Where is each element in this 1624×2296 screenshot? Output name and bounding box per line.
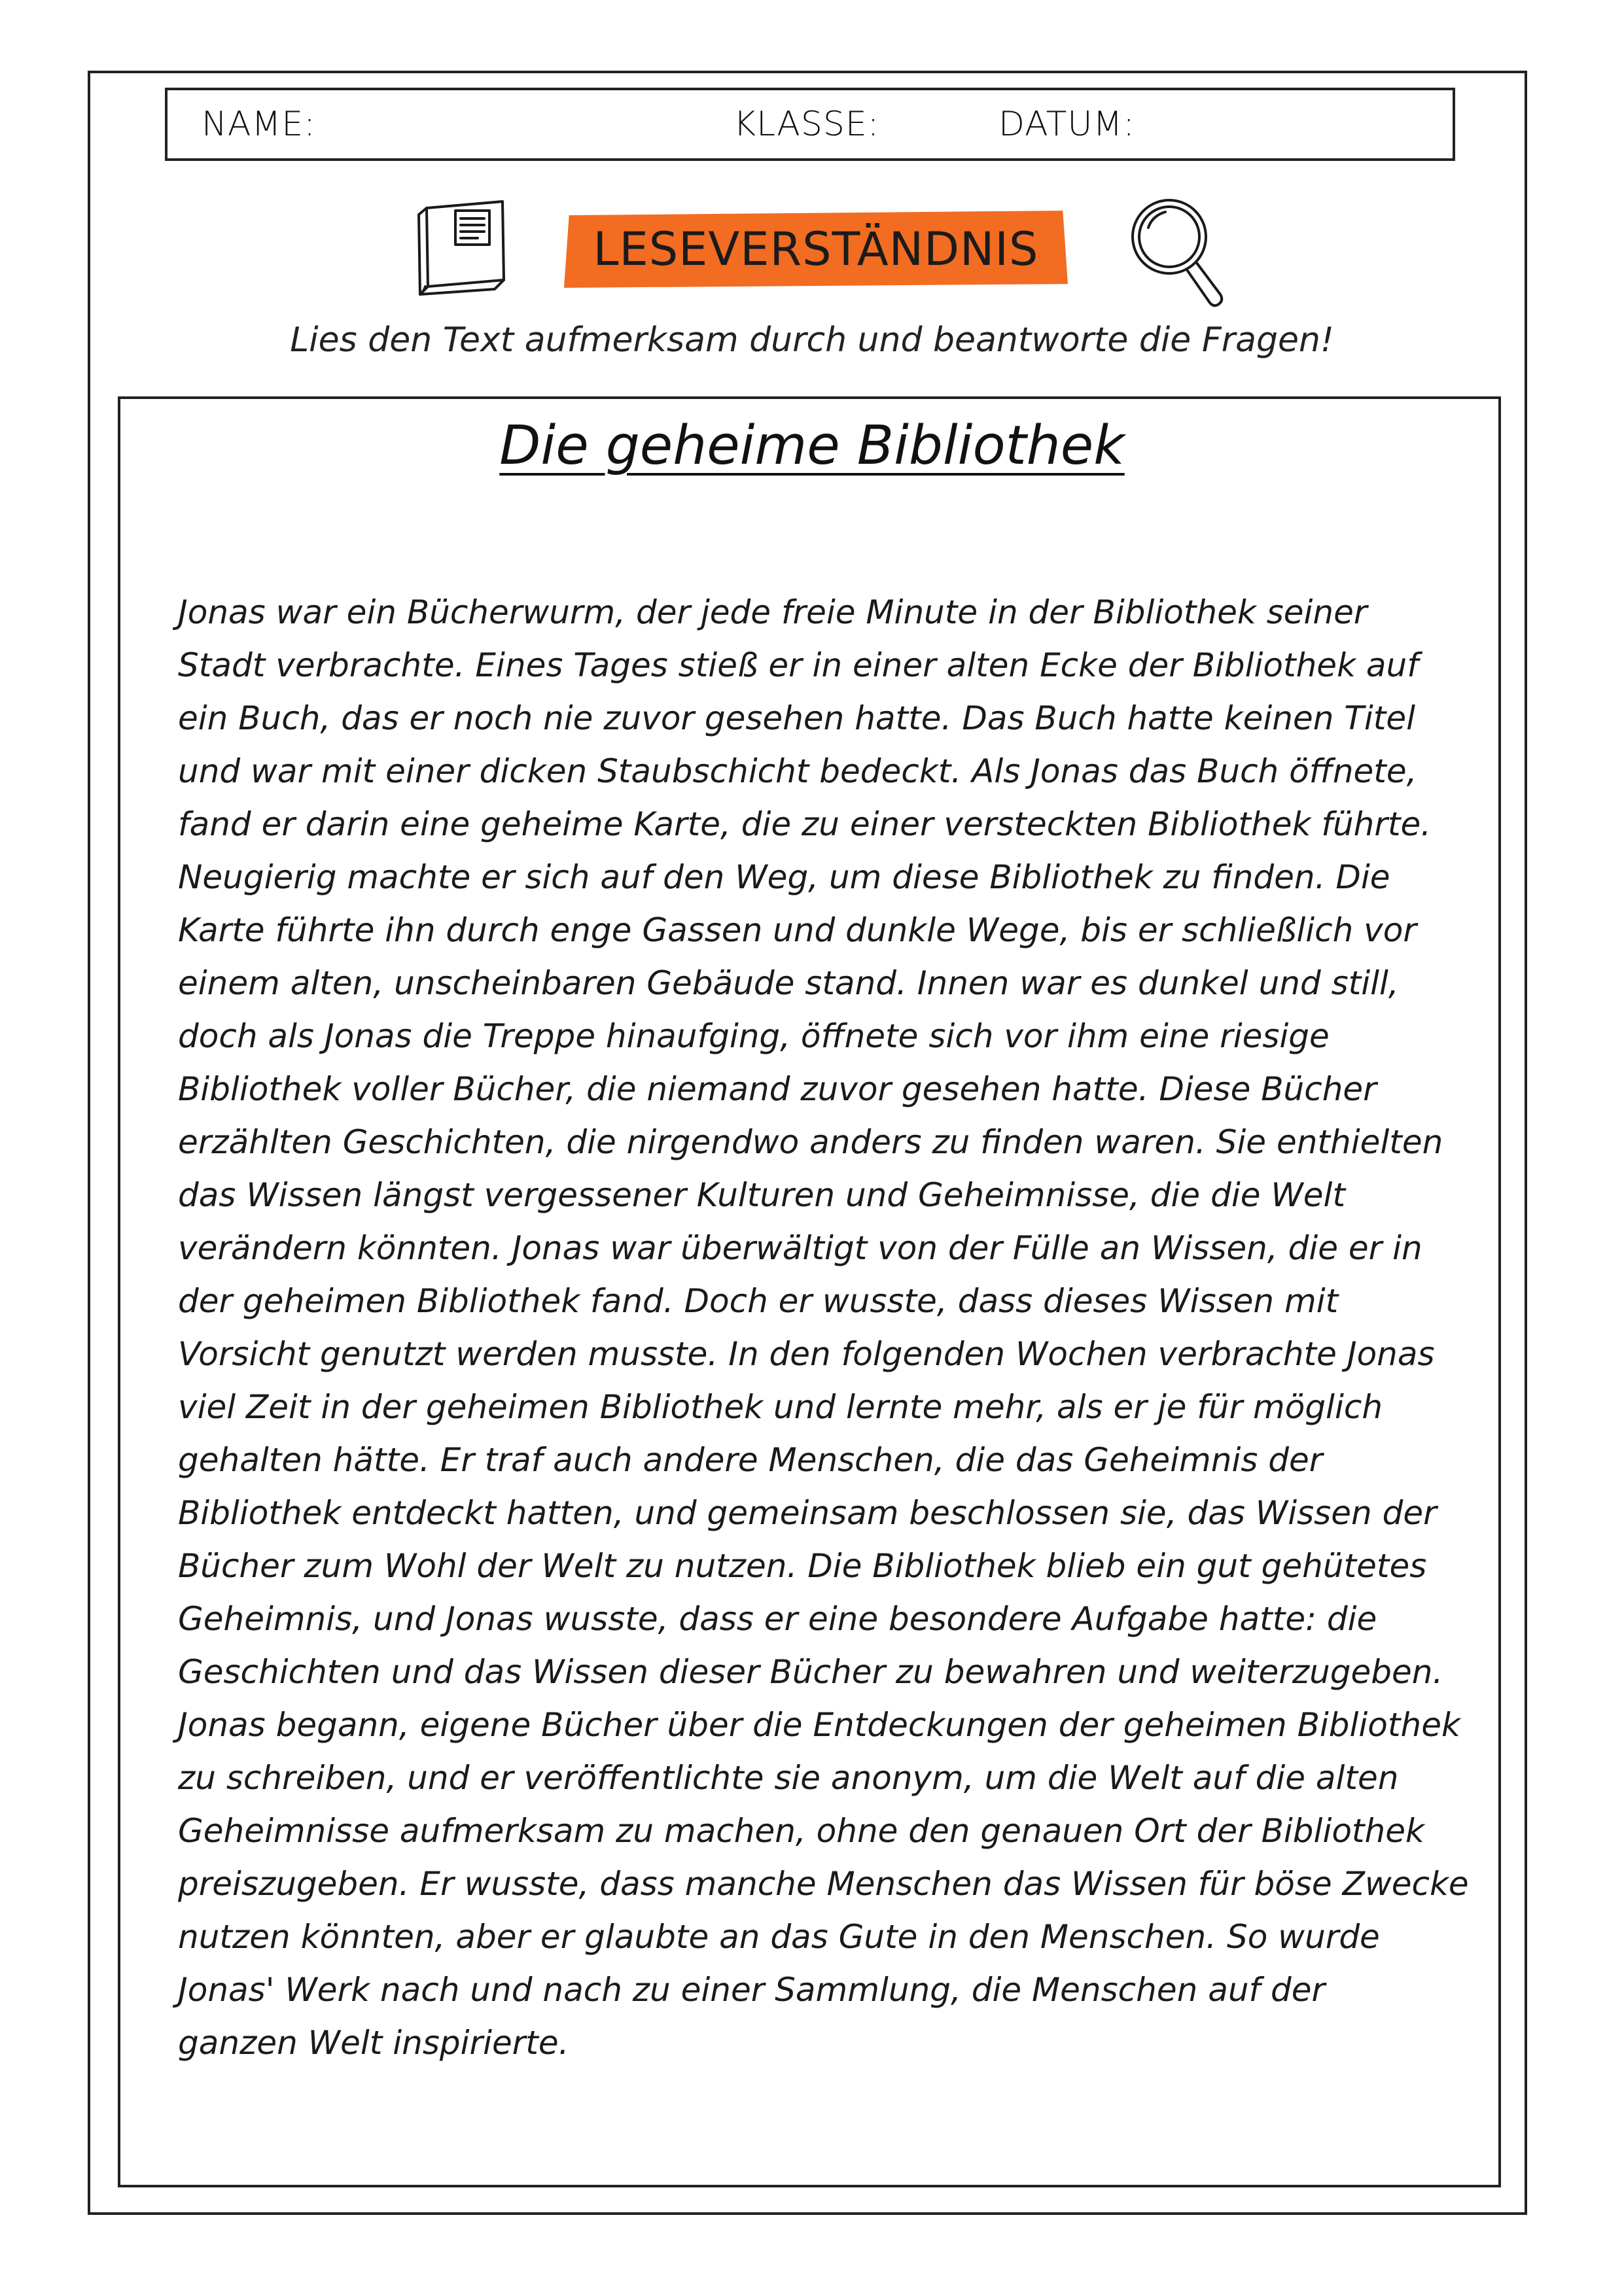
story-line: und war mit einer dicken Staubschicht bedeckt. Als Jonas das Buch öffnete, xyxy=(178,752,1417,790)
story-line: der geheimen Bibliothek fand. Doch er wusste, dass dieses Wissen mit xyxy=(178,1282,1339,1320)
story-line: Bücher zum Wohl der Welt zu nutzen. Die Bibliothek blieb ein gut gehütetes xyxy=(178,1547,1427,1585)
book-icon xyxy=(412,196,517,301)
story-line: Bibliothek entdeckt hatten, und gemeinsam beschlossen sie, das Wissen der xyxy=(178,1494,1437,1532)
story-body xyxy=(178,586,1469,2070)
story-line: preiszugeben. Er wusste, dass manche Menschen das Wissen für böse Zwecke xyxy=(178,1865,1469,1903)
story-line: Vorsicht genutzt werden musste. In den folgenden Wochen verbrachte Jonas xyxy=(178,1335,1435,1373)
name-label: NAME: xyxy=(202,105,316,144)
story-line: das Wissen längst vergessener Kulturen und Geheimnisse, die die Welt xyxy=(178,1176,1346,1214)
story-line: ein Buch, das er noch nie zuvor gesehen hatte. Das Buch hatte keinen Titel xyxy=(178,699,1415,737)
datum-label: DATUM: xyxy=(998,105,1135,144)
story-line: Jonas' Werk nach und nach zu einer Sammlung, die Menschen auf der xyxy=(178,1971,1326,2009)
story-title xyxy=(0,415,1624,477)
story-line: Stadt verbrachte. Eines Tages stieß er in einer alten Ecke der Bibliothek auf xyxy=(178,646,1419,684)
story-line: Geschichten und das Wissen dieser Bücher zu bewahren und weiterzugeben. xyxy=(178,1653,1443,1691)
story-line: fand er darin eine geheime Karte, die zu einer versteckten Bibliothek führte. xyxy=(178,805,1432,843)
magnifier-icon xyxy=(1122,190,1233,314)
story-line: verändern könnten. Jonas war überwältigt von der Fülle an Wissen, die er in xyxy=(178,1229,1422,1267)
student-info-box xyxy=(165,88,1455,161)
story-line: erzählten Geschichten, die nirgendwo anders zu finden waren. Sie enthielten xyxy=(178,1123,1443,1161)
story-line: gehalten hätte. Er traf auch andere Menschen, die das Geheimnis der xyxy=(178,1441,1323,1479)
story-line: ganzen Welt inspirierte. xyxy=(178,2024,569,2062)
story-line: nutzen könnten, aber er glaubte an das Gute in den Menschen. So wurde xyxy=(178,1918,1380,1956)
story-line: viel Zeit in der geheimen Bibliothek und lernte mehr, als er je für möglich xyxy=(178,1388,1383,1426)
story-title-text: Die geheime Bibliothek xyxy=(499,415,1125,477)
instruction-text: Lies den Text aufmerksam durch und beantworte die Fragen! xyxy=(290,321,1334,360)
klasse-label: KLASSE: xyxy=(733,105,880,144)
story-line: Neugierig machte er sich auf den Weg, um diese Bibliothek zu finden. Die xyxy=(178,858,1390,896)
story-line: Karte führte ihn durch enge Gassen und dunkle Wege, bis er schließlich vor xyxy=(178,911,1417,949)
banner-title: LESEVERSTÄNDNIS xyxy=(593,222,1039,276)
story-line: Geheimnis, und Jonas wusste, dass er eine besondere Aufgabe hatte: die xyxy=(178,1600,1377,1638)
story-line: einem alten, unscheinbaren Gebäude stand. Innen war es dunkel und still, xyxy=(178,964,1399,1002)
story-line: Jonas begann, eigene Bücher über die Entdeckungen der geheimen Bibliothek xyxy=(178,1706,1460,1744)
story-line: zu schreiben, und er veröffentlichte sie anonym, um die Welt auf die alten xyxy=(178,1759,1399,1797)
story-line: Geheimnisse aufmerksam zu machen, ohne den genauen Ort der Bibliothek xyxy=(178,1812,1424,1850)
story-line: Jonas war ein Bücherwurm, der jede freie Minute in der Bibliothek seiner xyxy=(178,593,1368,631)
story-line: doch als Jonas die Treppe hinaufging, öffnete sich vor ihm eine riesige xyxy=(178,1017,1330,1055)
story-line: Bibliothek voller Bücher, die niemand zuvor gesehen hatte. Diese Bücher xyxy=(178,1070,1377,1108)
